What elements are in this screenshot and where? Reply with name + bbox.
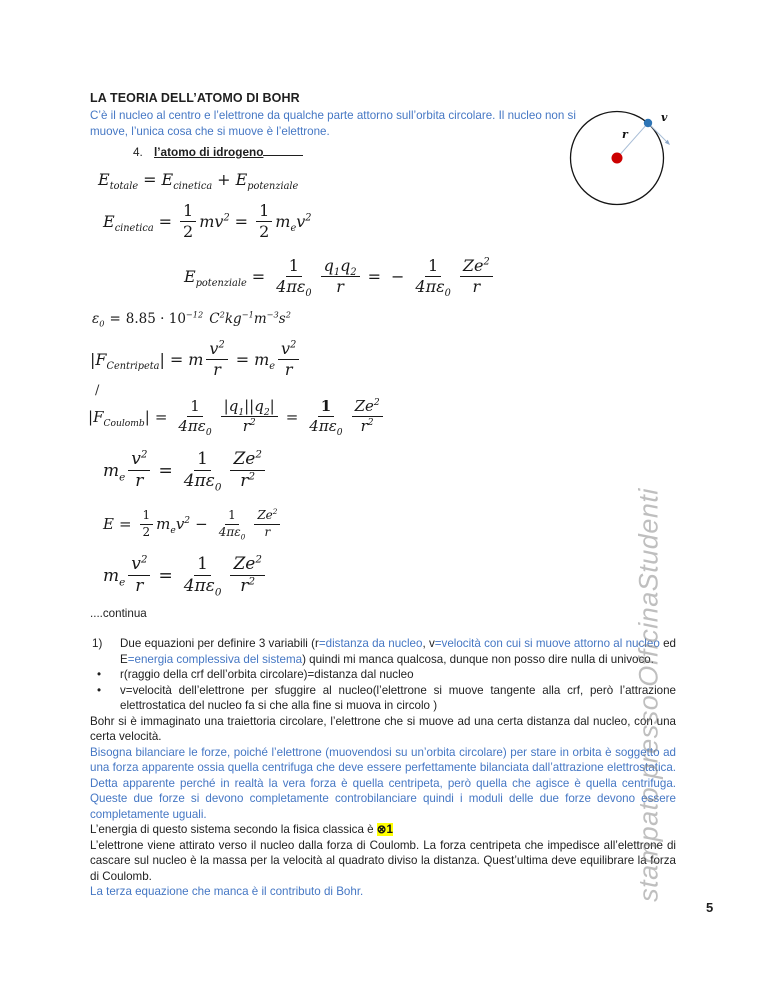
math-token: 1 bbox=[197, 449, 208, 470]
math-token: $v^2$ bbox=[296, 211, 312, 231]
fraction bbox=[128, 555, 150, 596]
math-token: 1 bbox=[320, 397, 332, 416]
math-token: $4\pi\varepsilon_0$ bbox=[178, 417, 212, 439]
radius-label: r bbox=[622, 128, 628, 141]
math-token: 2 bbox=[142, 524, 151, 539]
math-token: + bbox=[217, 170, 231, 189]
math-token: $E_{potenziale}$ bbox=[235, 170, 299, 193]
fraction bbox=[140, 509, 154, 539]
math-token: $4\pi\varepsilon_0$ bbox=[276, 276, 312, 299]
math-token: = bbox=[234, 211, 249, 231]
math-token: 1 bbox=[183, 201, 194, 220]
math-token: r bbox=[264, 524, 271, 539]
math-token: Ze$^2$ bbox=[462, 255, 490, 275]
math-token: = bbox=[169, 349, 184, 369]
math-token: r bbox=[284, 359, 293, 379]
intro-paragraph: C’è il nucleo al centro e l’elettrone da qualche parte attorno sull’orbita circolare. Il nucleo non si muove, l’unica cosa che si muove è l’elettrone. bbox=[90, 109, 576, 138]
math-token: 2 bbox=[183, 221, 194, 241]
bullet-text bbox=[120, 683, 676, 714]
formula-bilancio-forze bbox=[103, 448, 268, 494]
math-token: E bbox=[103, 515, 114, 534]
text-segment: v=velocità dell’elettrone per sfuggire al nucleo(l’elettrone si muove tangente alla crf, però l’attrazione elettrostatica del nucleo fa si che alla fine si muova in circolo ) bbox=[120, 683, 676, 713]
bullet-text bbox=[120, 667, 676, 683]
math-token: = bbox=[154, 407, 168, 426]
fraction bbox=[460, 257, 493, 296]
math-token: Ze$^2$ bbox=[257, 507, 278, 523]
text-segment: Bisogna bilanciare le forze, poiché l’elettrone (muovendosi su un’orbita circolare) per stare in orbita è soggetto ad una forza apparente ossia quella centrifuga che deve essere perfettamente bilanciata dall’attrazione elettrostatica. Detta apparente perché in realtà la vera forza è quella centripeta, però quella che agisce è quella centrifuga. Queste due forze si devono completamente controbilanciare quindi i moduli delle due forze devono essere completamente uguali. bbox=[90, 745, 676, 821]
fraction bbox=[206, 340, 227, 379]
math-token: $E_{cinetica}$ bbox=[103, 211, 154, 235]
math-token: r bbox=[135, 576, 144, 596]
page-number: 5 bbox=[706, 900, 714, 915]
fraction bbox=[254, 509, 280, 539]
numbered-item-1 bbox=[90, 636, 676, 667]
bullet-glyph: • bbox=[97, 668, 102, 682]
nucleus-dot bbox=[612, 153, 623, 164]
fraction bbox=[128, 450, 150, 491]
text-segment: L’elettrone viene attirato verso il nucleo dalla forza di Coulomb. La forza centripeta che impedisce all’elettrone di cascare sul nucleo è la massa per la velocità al quadrato diviso la distanza. Quest’ultima deve equilibrare la forza di Coulomb. bbox=[90, 838, 676, 883]
text-segment: ed E bbox=[120, 637, 676, 666]
math-token: $q_2$ bbox=[340, 255, 357, 278]
formula-energia-sistema bbox=[103, 509, 283, 539]
atom-diagram bbox=[558, 98, 690, 222]
math-token: m bbox=[199, 211, 215, 231]
fraction bbox=[221, 398, 278, 435]
formula-energia-cinetica bbox=[103, 202, 311, 241]
math-token: r bbox=[213, 359, 221, 379]
math-token: = bbox=[158, 565, 173, 586]
item-number: 1) bbox=[92, 637, 103, 651]
fraction bbox=[321, 257, 360, 296]
math-token: $4\pi\varepsilon_0$ bbox=[218, 524, 246, 541]
fraction bbox=[230, 555, 264, 596]
text-segment: r(raggio della crf dell’orbita circolare)=distanza dal nucleo bbox=[120, 668, 414, 682]
math-token: $q_1$ bbox=[323, 255, 341, 278]
math-token: | bbox=[88, 407, 94, 426]
math-token: $F_{Coulomb}$ bbox=[93, 407, 145, 429]
math-token: $v^2$ bbox=[131, 553, 148, 574]
math-token: | bbox=[90, 349, 96, 369]
math-token: | bbox=[144, 407, 150, 426]
text-segment: Bohr si è immaginato una traiettoria circolare, l’elettrone che si muove ad una certa distanza dal nucleo, con una certa velocità. bbox=[90, 714, 676, 744]
handwritten-tick: / bbox=[95, 383, 100, 399]
math-token: 1 bbox=[259, 201, 270, 220]
math-token: = bbox=[251, 266, 266, 286]
text-segment: , v bbox=[422, 637, 435, 651]
fraction bbox=[180, 202, 196, 241]
math-token: 1 bbox=[288, 255, 299, 275]
math-token: | bbox=[269, 397, 275, 416]
math-token: − bbox=[195, 515, 208, 534]
fraction bbox=[181, 449, 225, 494]
formula-forza-centripeta bbox=[90, 340, 302, 379]
fraction bbox=[175, 397, 214, 439]
paragraph-bilanciare bbox=[90, 745, 676, 823]
math-token: m bbox=[188, 349, 204, 369]
math-token: $v^2$ bbox=[214, 211, 230, 231]
math-token: 1 bbox=[197, 553, 208, 574]
continua-note: ....continua bbox=[90, 607, 147, 621]
math-token: $r^2$ bbox=[240, 575, 256, 596]
math-token: $r^2$ bbox=[242, 417, 256, 436]
math-token: = bbox=[158, 460, 173, 481]
formula-forza-coulomb-wrap bbox=[88, 383, 676, 439]
formula-epsilon-zero bbox=[92, 311, 291, 327]
math-token: = bbox=[158, 211, 173, 231]
math-token: $v^2$ bbox=[209, 338, 225, 358]
math-token: − bbox=[390, 266, 405, 286]
fraction bbox=[306, 397, 345, 439]
math-token: $|q_1$ bbox=[223, 397, 245, 419]
math-token: $kg^{-1}$ bbox=[224, 309, 254, 327]
math-token: 1 bbox=[228, 508, 236, 523]
text-segment: Due equazioni per definire 3 variabili (r bbox=[120, 637, 319, 651]
math-token: | bbox=[159, 349, 165, 369]
watermark: stampato presso OfficinaStudenti bbox=[633, 488, 664, 902]
math-token: = bbox=[285, 407, 299, 426]
math-token: 1 bbox=[190, 397, 200, 416]
item-text bbox=[120, 636, 676, 667]
math-token: $m_e$ bbox=[254, 349, 276, 372]
math-token: 2 bbox=[259, 221, 270, 241]
math-token: $v^2$ bbox=[131, 448, 148, 470]
math-token: $m^{-3}$ bbox=[253, 309, 279, 327]
fraction bbox=[278, 340, 299, 379]
highlight-marker: ⊗1 bbox=[376, 823, 393, 837]
math-token: $C^2$ bbox=[209, 309, 225, 327]
math-token: r bbox=[336, 276, 344, 296]
formula-energia-potenziale bbox=[184, 255, 496, 299]
math-token: $E_{totale}$ bbox=[98, 170, 139, 193]
math-token: $m_e$ bbox=[103, 460, 126, 483]
math-token: = bbox=[367, 266, 381, 286]
math-token: $\varepsilon_0$ bbox=[92, 310, 105, 329]
math-token: = bbox=[235, 349, 250, 369]
math-token: = bbox=[143, 170, 157, 189]
math-token: $4\pi\varepsilon_0$ bbox=[183, 471, 222, 494]
formula-energia-totale bbox=[98, 170, 299, 193]
text-segment: =velocità con cui si muove attorno al nucleo bbox=[434, 637, 660, 651]
math-token: r bbox=[472, 276, 481, 296]
math-token: $4\pi\varepsilon_0$ bbox=[415, 276, 451, 299]
formula-forza-coulomb bbox=[88, 397, 386, 439]
velocity-label: v bbox=[661, 111, 668, 124]
page-title: LA TEORIA DELL’ATOMO DI BOHR bbox=[90, 91, 300, 105]
math-token: Ze$^2$ bbox=[233, 448, 262, 470]
formula-bilancio-forze-2 bbox=[103, 553, 268, 599]
math-token: Ze$^2$ bbox=[233, 553, 262, 574]
math-token: r bbox=[135, 471, 144, 492]
math-token: $4\pi\varepsilon_0$ bbox=[183, 576, 222, 599]
text-segment: =energia complessiva del sistema bbox=[127, 652, 303, 666]
math-token: $r^2$ bbox=[240, 470, 256, 492]
bullet-glyph: • bbox=[97, 683, 102, 697]
math-token: $F_{Centripeta}$ bbox=[95, 349, 160, 372]
math-token: $r^2$ bbox=[360, 417, 374, 436]
paragraph-energia bbox=[90, 822, 676, 838]
text-segment: =distanza da nucleo bbox=[318, 637, 423, 651]
math-token: 1 bbox=[142, 508, 151, 523]
text-segment: ) quindi mi manca qualcosa, dunque non posso dire nulla di univoco. bbox=[302, 652, 654, 666]
math-token: $4\pi\varepsilon_0$ bbox=[309, 417, 343, 439]
bullet-item-r bbox=[90, 667, 676, 683]
math-token: $8.85 \cdot 10^{-12}$ bbox=[125, 309, 204, 327]
fraction bbox=[230, 450, 264, 491]
section-number: 4. bbox=[133, 145, 143, 159]
fraction bbox=[256, 202, 272, 241]
fraction bbox=[412, 255, 454, 299]
math-token: Ze$^2$ bbox=[354, 397, 380, 416]
fraction bbox=[216, 509, 249, 539]
math-token: $s^2$ bbox=[278, 309, 291, 327]
fraction bbox=[352, 398, 383, 435]
math-token: 1 bbox=[428, 255, 439, 275]
math-token: = bbox=[109, 310, 121, 327]
math-token: $m_e$ bbox=[275, 211, 297, 235]
math-token: $v^2$ bbox=[175, 515, 191, 534]
fraction bbox=[273, 255, 315, 299]
paragraph-bohr bbox=[90, 714, 676, 745]
text-segment: La terza equazione che manca è il contributo di Bohr. bbox=[90, 885, 364, 899]
math-token: $v^2$ bbox=[281, 338, 297, 358]
section-label: l’atomo di idrogeno bbox=[154, 145, 264, 159]
bullet-item-v bbox=[90, 683, 676, 714]
paragraph-terza bbox=[90, 884, 676, 900]
fraction bbox=[181, 553, 225, 599]
math-token: $m_e$ bbox=[156, 515, 176, 537]
math-token: $m_e$ bbox=[103, 565, 126, 588]
electron-dot bbox=[644, 119, 652, 127]
heading-underline-tab bbox=[263, 142, 303, 156]
math-token: $E_{potenziale}$ bbox=[184, 266, 247, 289]
velocity-vector bbox=[650, 125, 668, 143]
math-token: $E_{cinetica}$ bbox=[161, 170, 213, 193]
math-token: $||q_2$ bbox=[244, 397, 270, 419]
paragraph-elettrone bbox=[90, 838, 676, 885]
math-token: = bbox=[118, 515, 132, 534]
text-segment: L’energia di questo sistema secondo la fisica classica è bbox=[90, 823, 377, 837]
